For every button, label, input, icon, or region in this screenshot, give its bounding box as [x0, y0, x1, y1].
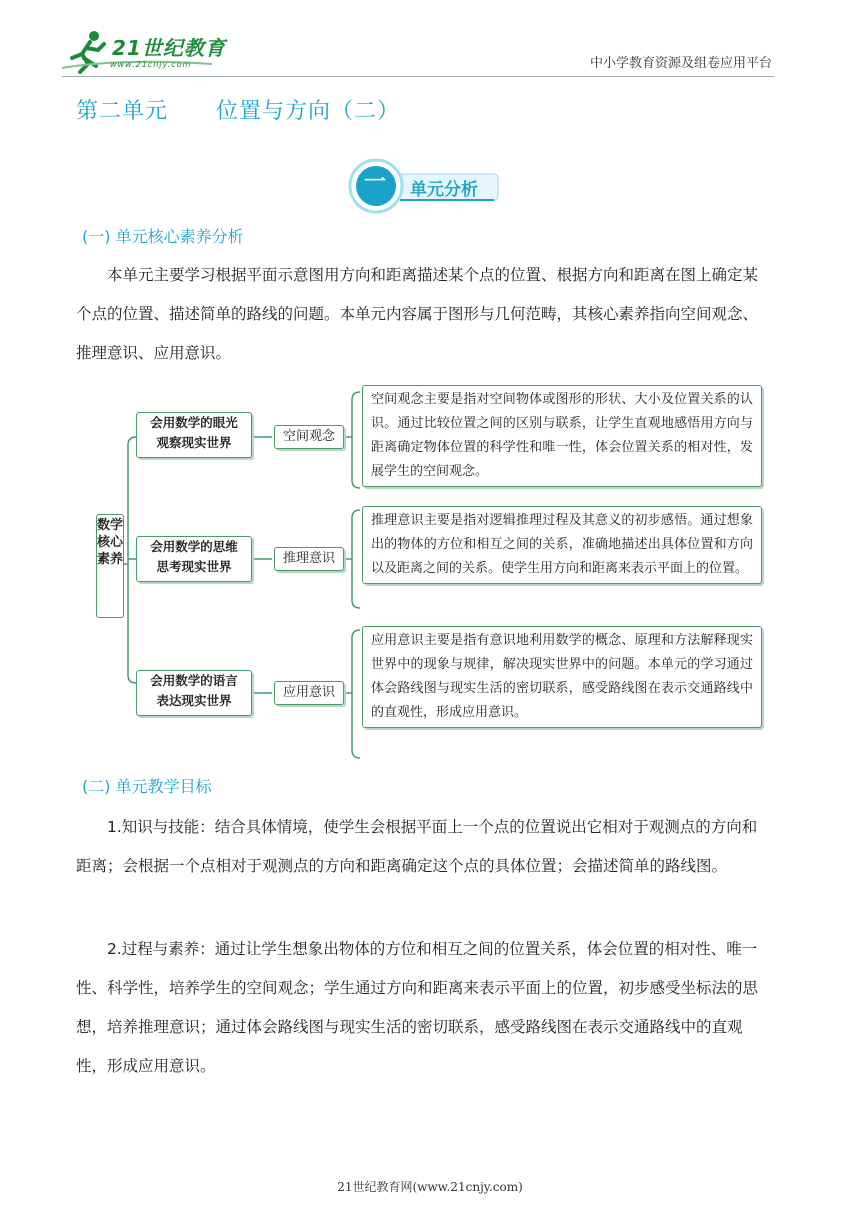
- page-footer: 21世纪教育网(www.21cnjy.com): [337, 1180, 523, 1194]
- diagram-root: 数学核心素养: [96, 514, 124, 618]
- branch1-desc: 空间观念主要是指对空间物体或图形的形状、大小及位置关系的认识。通过比较位置之间的区别与联系，让学生直观地感悟用方向与距离确定物体位置的科学性和唯一性，体会位置关系的相对性，发展学生的空间观念。: [362, 385, 762, 487]
- branch1-level1: [136, 412, 252, 458]
- branch3-level2: 应用意识: [274, 681, 344, 705]
- branch3-level1: [136, 670, 252, 716]
- branch1-level1-line1: 会用数学的眼光: [150, 415, 238, 430]
- branch2-level1: [136, 536, 252, 582]
- branch1-level1-line2: 观察现实世界: [156, 435, 232, 450]
- banner-label: 单元分析: [410, 180, 478, 200]
- branch2-level1-line2: 思考现实世界: [156, 559, 232, 574]
- branch2-level2: 推理意识: [274, 547, 344, 571]
- branch2-level1-line1: 会用数学的思维: [150, 539, 238, 554]
- logo-text: 21世纪教育: [112, 36, 226, 60]
- platform-name: 中小学教育资源及组卷应用平台: [589, 56, 772, 71]
- unit-label: 第二单元: [76, 99, 169, 124]
- section1-paragraph: 本单元主要学习根据平面示意图用方向和距离描述某个点的位置、根据方向和距离在图上确定某个点的位置、描述简单的路线的问题。本单元内容属于图形与几何范畴，其核心素养指向空间观念、推理意识、应用意识。: [76, 266, 759, 362]
- branch3-level1-line2: 表达现实世界: [156, 693, 232, 708]
- branch2-desc: 推理意识主要是指对逻辑推理过程及其意义的初步感悟。通过想象出的物体的方位和相互之间的关系，准确地描述出具体位置和方向以及距离之间的关系。使学生用方向和距离来表示平面上的位置。: [362, 506, 762, 584]
- branch3-desc: 应用意识主要是指有意识地利用数学的概念、原理和方法解释现实世界中的现象与规律，解决现实世界中的问题。本单元的学习通过体会路线图与现实生活的密切联系，感受路线图在表示交通路线中的直观性，形成应用意识。: [362, 626, 762, 728]
- goal-item-1: 1.知识与技能：结合具体情境，使学生会根据平面上一个点的位置说出它相对于观测点的方向和距离；会根据一个点相对于观测点的方向和距离确定这个点的具体位置；会描述简单的路线图。: [76, 818, 758, 875]
- banner-number: 一: [363, 170, 386, 195]
- branch1-level2: 空间观念: [274, 425, 344, 449]
- unit-topic: 位置与方向（二）: [215, 99, 400, 124]
- section1-heading: (一) 单元核心素养分析: [82, 227, 244, 246]
- logo-url: www.21cnjy.com: [110, 60, 192, 69]
- branch3-level1-line1: 会用数学的语言: [150, 673, 238, 688]
- goal-item-2: 2.过程与素养：通过让学生想象出物体的方位和相互之间的位置关系，体会位置的相对性、唯一性、科学性，培养学生的空间观念；学生通过方向和距离来表示平面上的位置，初步感受坐标法的思想，培养推理意识；通过体会路线图与现实生活的密切联系，感受路线图在表示交通路线中的直观性，形成应用意识。: [76, 940, 759, 1075]
- section2-heading: (二) 单元教学目标: [82, 777, 212, 796]
